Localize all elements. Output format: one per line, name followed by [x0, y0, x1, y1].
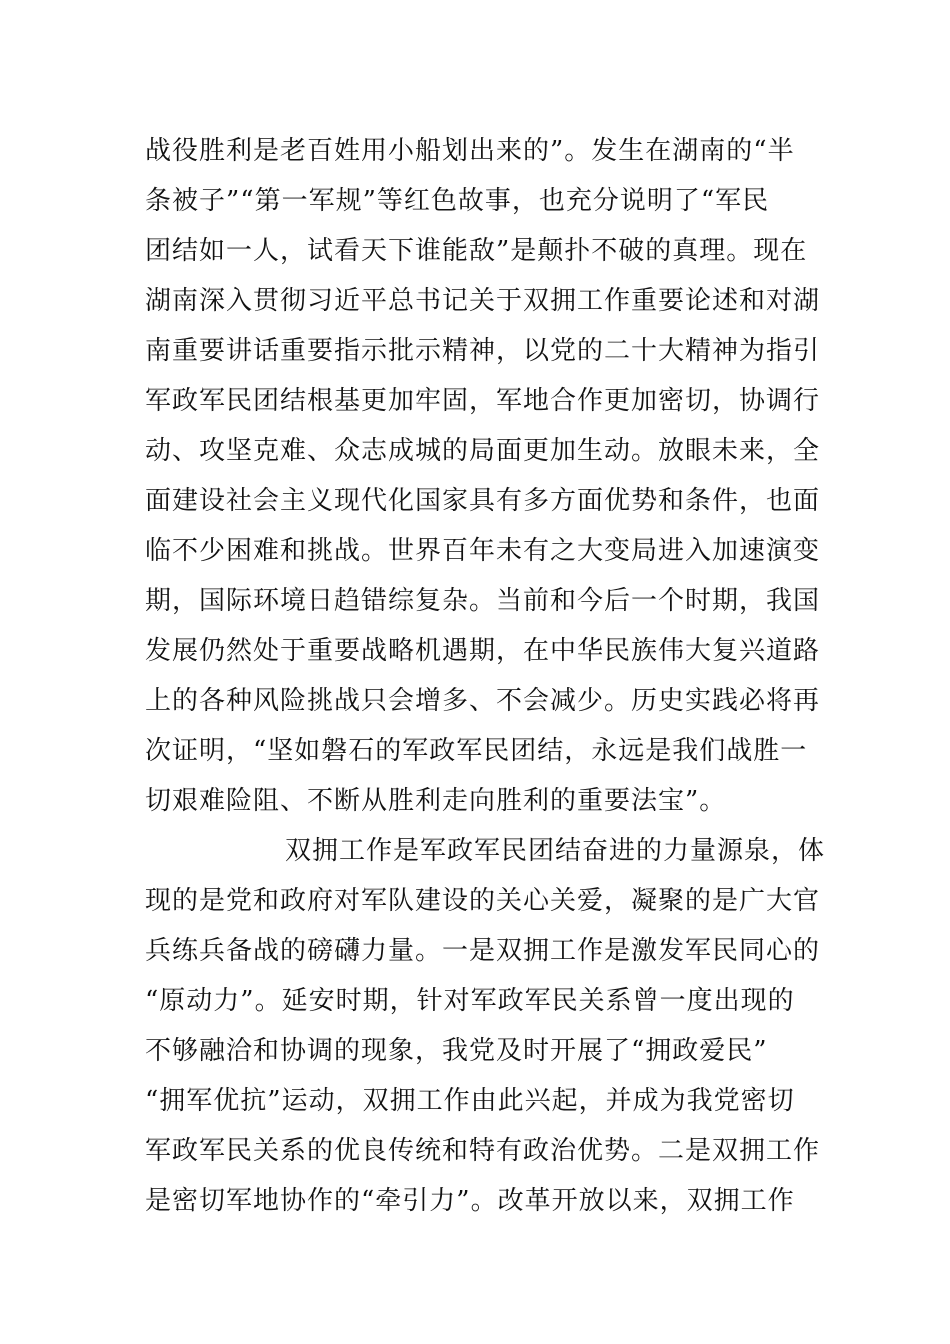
text-line: “拥军优抗”运动，双拥工作由此兴起，并成为我党密切 — [145, 1086, 795, 1116]
text-line: 团结如一人，试看天下谁能敌”是颠扑不破的真理。现在 — [145, 236, 808, 266]
text-line: 面建设社会主义现代化国家具有多方面优势和条件，也面 — [145, 486, 821, 516]
text-line: 切艰难险阻、不断从胜利走向胜利的重要法宝”。 — [145, 786, 727, 816]
paragraph-first-line: 双拥工作是军政军民团结奋进的力量源泉，体 — [285, 836, 826, 866]
text-line: 条被子”“第一军规”等红色故事，也充分说明了“军民 — [145, 186, 770, 216]
text-line: 兵练兵备战的磅礴力量。一是双拥工作是激发军民同心的 — [145, 936, 821, 966]
text-line: “原动力”。延安时期，针对军政军民关系曾一度出现的 — [145, 986, 795, 1016]
text-line: 动、攻坚克难、众志成城的局面更加生动。放眼未来，全 — [145, 436, 821, 466]
text-line: 战役胜利是老百姓用小船划出来的”。发生在湖南的“半 — [145, 136, 795, 166]
text-line: 不够融洽和协调的现象，我党及时开展了“拥政爱民” — [145, 1036, 768, 1066]
text-line: 发展仍然处于重要战略机遇期，在中华民族伟大复兴道路 — [145, 636, 821, 666]
text-line: 次证明，“坚如磐石的军政军民团结，永远是我们战胜一 — [145, 736, 808, 766]
text-line: 军政军民团结根基更加牢固，军地合作更加密切，协调行 — [145, 386, 821, 416]
text-line: 南重要讲话重要指示批示精神，以党的二十大精神为指引 — [145, 336, 821, 366]
text-line: 上的各种风险挑战只会增多、不会减少。历史实践必将再 — [145, 686, 821, 716]
text-line: 临不少困难和挑战。世界百年未有之大变局进入加速演变 — [145, 536, 821, 566]
text-line: 现的是党和政府对军队建设的关心关爱，凝聚的是广大官 — [145, 886, 821, 916]
text-line: 期，国际环境日趋错综复杂。当前和今后一个时期，我国 — [145, 586, 821, 616]
text-line: 军政军民关系的优良传统和特有政治优势。二是双拥工作 — [145, 1136, 821, 1166]
text-line: 是密切军地协作的“牵引力”。改革开放以来，双拥工作 — [145, 1186, 795, 1216]
text-line: 湖南深入贯彻习近平总书记关于双拥工作重要论述和对湖 — [145, 286, 821, 316]
